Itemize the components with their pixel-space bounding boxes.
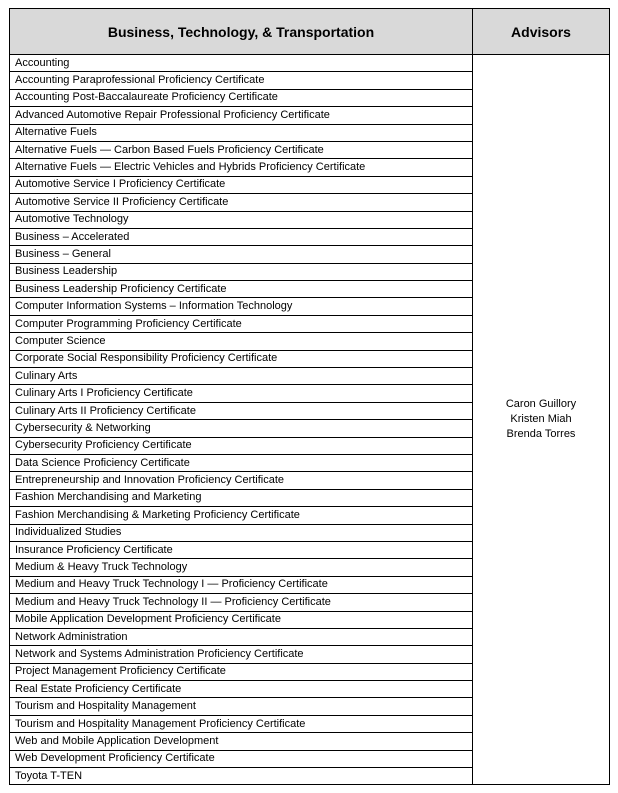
program-name: Culinary Arts I Proficiency Certificate [10,385,473,402]
program-name: Computer Information Systems – Information Technology [10,298,473,315]
advisor-name: Caron Guillory [505,398,577,411]
program-name: Project Management Proficiency Certificate [10,663,473,680]
program-name: Automotive Service I Proficiency Certificate [10,176,473,193]
program-name: Web Development Proficiency Certificate [10,750,473,767]
program-name: Business Leadership [10,263,473,280]
program-name: Automotive Technology [10,211,473,228]
program-name: Medium & Heavy Truck Technology [10,559,473,576]
program-name: Network and Systems Administration Proficiency Certificate [10,646,473,663]
program-name: Computer Programming Proficiency Certificate [10,315,473,332]
program-name: Alternative Fuels [10,124,473,141]
program-name: Business – Accelerated [10,228,473,245]
program-name: Fashion Merchandising and Marketing [10,489,473,506]
program-name: Medium and Heavy Truck Technology II — Proficiency Certificate [10,594,473,611]
program-name: Corporate Social Responsibility Proficiency Certificate [10,350,473,367]
program-name: Mobile Application Development Proficiency Certificate [10,611,473,628]
program-name: Alternative Fuels — Carbon Based Fuels Proficiency Certificate [10,141,473,158]
program-name: Business – General [10,246,473,263]
program-name: Fashion Merchandising & Marketing Proficiency Certificate [10,507,473,524]
advisor-name: Brenda Torres [506,428,576,441]
program-name: Data Science Proficiency Certificate [10,454,473,471]
program-name: Alternative Fuels — Electric Vehicles and Hybrids Proficiency Certificate [10,159,473,176]
program-name: Insurance Proficiency Certificate [10,541,473,558]
program-name: Cybersecurity & Networking [10,420,473,437]
program-name: Medium and Heavy Truck Technology I — Proficiency Certificate [10,576,473,593]
program-name: Web and Mobile Application Development [10,733,473,750]
program-name: Accounting [10,55,473,72]
program-name: Toyota T-TEN [10,768,473,785]
programs-column-header: Business, Technology, & Transportation [10,9,473,55]
program-name: Culinary Arts II Proficiency Certificate [10,402,473,419]
table-row [10,55,610,72]
table-header-row [10,9,610,55]
advisors-cell [473,55,610,785]
programs-advisors-table [9,8,610,785]
program-name: Advanced Automotive Repair Professional Proficiency Certificate [10,107,473,124]
program-name: Accounting Paraprofessional Proficiency Certificate [10,72,473,89]
program-list [10,55,610,785]
program-name: Real Estate Proficiency Certificate [10,681,473,698]
program-name: Tourism and Hospitality Management Proficiency Certificate [10,715,473,732]
program-name: Business Leadership Proficiency Certificate [10,281,473,298]
program-name: Culinary Arts [10,368,473,385]
program-name: Automotive Service II Proficiency Certificate [10,194,473,211]
advisors-column-header: Advisors [473,9,610,55]
program-name: Accounting Post-Baccalaureate Proficiency Certificate [10,89,473,106]
program-name: Cybersecurity Proficiency Certificate [10,437,473,454]
program-name: Individualized Studies [10,524,473,541]
program-name: Computer Science [10,333,473,350]
program-name: Network Administration [10,628,473,645]
advisor-name: Kristen Miah [510,413,572,426]
program-name: Entrepreneurship and Innovation Proficiency Certificate [10,472,473,489]
program-name: Tourism and Hospitality Management [10,698,473,715]
